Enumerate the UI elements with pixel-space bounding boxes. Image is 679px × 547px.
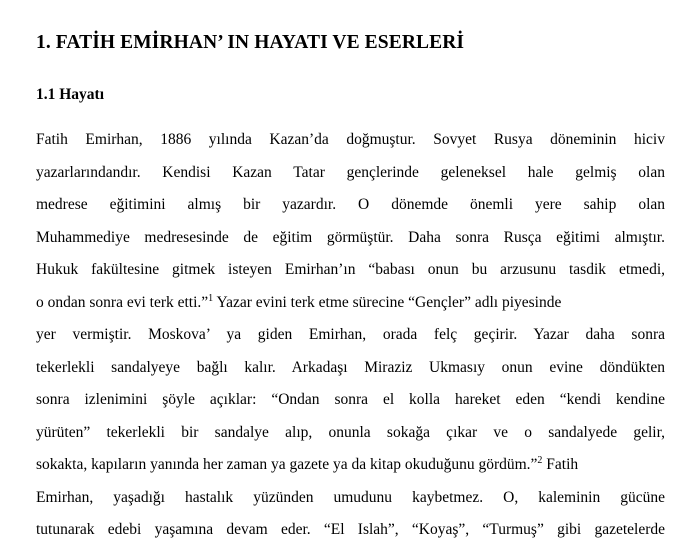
text-line: yazarlarındandır. Kendisi Kazan Tatar gençlerinde geleneksel hale gelmiş olan xyxy=(36,163,665,181)
text-line: medrese eğitimini almış bir yazardır. O dönemde önemli yere sahip olan xyxy=(36,196,665,213)
text-line: sonra izlenimini şöyle açıklar: “Ondan sonra el kolla hareket eden “kendi kendine xyxy=(36,391,665,408)
text-line: tekerlekli sandalyeye bağlı kalır. Arkadaşı Miraziz Ukmasıy onun evine döndükten xyxy=(36,358,665,376)
section-heading: 1.1 Hayatı xyxy=(36,86,105,103)
footnote-marker: 1 xyxy=(208,292,214,304)
text-fragment: o ondan sonra evi terk etti.” xyxy=(36,293,209,311)
text-line xyxy=(36,287,665,320)
text-line: Muhammediye medresesinde de eğitim görmüştür. Daha sonra Rusça eğitimi almıştır. xyxy=(36,228,665,246)
footnote-marker: 2 xyxy=(537,454,543,466)
text-line: yürüten” tekerlekli bir sandalye alıp, onunla sokağa çıkar ve o sandalyede gelir, xyxy=(36,423,665,441)
chapter-heading: 1. FATİH EMİRHAN’ IN HAYATI VE ESERLERİ xyxy=(36,32,465,53)
text-fragment: sokakta, kapıların yanında her zaman ya gazete ya da kitap okuduğunu gördüm.” xyxy=(36,456,538,473)
text-fragment: Fatih xyxy=(546,456,579,473)
text-line: Emirhan, yaşadığı hastalık yüzünden umudunu kaybetmez. O, kaleminin gücüne xyxy=(36,488,665,506)
body-paragraph xyxy=(36,124,665,547)
text-fragment: Yazar evini terk etme sürecine “Gençler” adlı piyesinde xyxy=(216,293,562,311)
text-line xyxy=(36,449,665,482)
text-line: yer vermiştir. Moskova’ ya giden Emirhan, orada felç geçirir. Yazar daha sonra xyxy=(36,326,665,343)
text-line: tutunarak edebi yaşamına devam eder. “El Islah”, “Koyaş”, “Turmuş” gibi gazetelerde xyxy=(36,521,665,538)
text-line: Fatih Emirhan, 1886 yılında Kazan’da doğmuştur. Sovyet Rusya döneminin hiciv xyxy=(36,131,665,148)
text-line: Hukuk fakültesine gitmek isteyen Emirhan’ın “babası onun bu arzusunu tasdik etmedi, xyxy=(36,261,665,278)
